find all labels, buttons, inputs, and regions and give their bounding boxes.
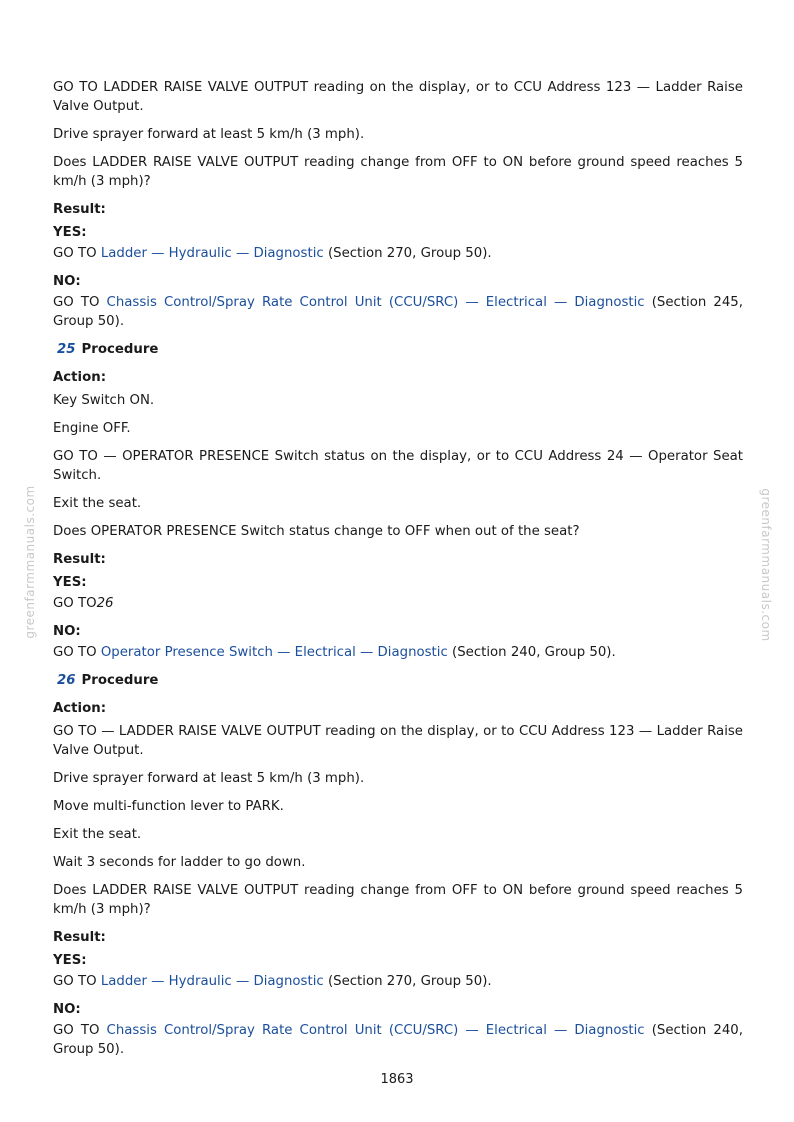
action-label: Action:: [53, 370, 107, 385]
section-ref: (Section 270, Group 50).: [327, 246, 492, 261]
no-label: NO:: [53, 274, 81, 289]
watermark-left: greenfarmmanuals.com: [23, 485, 37, 639]
paragraph: Key Switch ON.: [53, 393, 155, 408]
paragraph: Drive sprayer forward at least 5 km/h (3 mph).: [53, 127, 365, 142]
step-25-heading: [57, 340, 743, 359]
goto-step-target[interactable]: 26: [96, 596, 114, 611]
step-title: Procedure: [81, 342, 159, 357]
page-number: 1863: [380, 1072, 414, 1087]
section-ref: (Section 270, Group 50).: [327, 974, 492, 989]
result-label: Result:: [53, 930, 106, 945]
no-instruction: [53, 293, 743, 331]
goto-text: GO TO: [53, 596, 97, 611]
paragraph: Drive sprayer forward at least 5 km/h (3 mph).: [53, 771, 365, 786]
paragraph: GO TO LADDER RAISE VALVE OUTPUT reading on the display, or to CCU Address 123 — Ladder Raise Valve Output.: [53, 80, 743, 114]
section-ref: (Section 240, Group 50).: [452, 645, 616, 660]
paragraph: Wait 3 seconds for ladder to go down.: [53, 855, 306, 870]
link-ccu-src-electrical-diagnostic[interactable]: Chassis Control/Spray Rate Control Unit (CCU/SRC) — Electrical — Diagnostic: [106, 295, 645, 310]
paragraph: GO TO — OPERATOR PRESENCE Switch status on the display, or to CCU Address 24 — Operator Seat Switch.: [53, 449, 743, 483]
paragraph: Exit the seat.: [53, 827, 142, 842]
yes-instruction: [53, 972, 743, 991]
action-label: Action:: [53, 701, 107, 716]
paragraph: GO TO — LADDER RAISE VALVE OUTPUT reading on the display, or to CCU Address 123 — Ladder Raise Valve Output.: [53, 724, 743, 758]
goto-text: GO TO: [53, 645, 97, 660]
yes-label: YES:: [53, 953, 87, 968]
step-number: 26: [57, 673, 76, 688]
no-instruction: [53, 1021, 743, 1059]
section-ref: (Section 240, Group 50).: [53, 1023, 743, 1057]
goto-text: GO TO: [53, 246, 97, 261]
yes-label: YES:: [53, 225, 87, 240]
yes-instruction: [53, 244, 743, 263]
paragraph: Exit the seat.: [53, 496, 142, 511]
link-ladder-hydraulic-diagnostic[interactable]: Ladder — Hydraulic — Diagnostic: [100, 974, 324, 989]
goto-text: GO TO: [53, 295, 100, 310]
no-instruction: [53, 643, 743, 662]
document-body: [53, 78, 743, 1068]
paragraph: Does LADDER RAISE VALVE OUTPUT reading change from OFF to ON before ground speed reaches 5 km/h (3 mph)?: [53, 155, 743, 189]
goto-text: GO TO: [53, 974, 97, 989]
link-operator-presence-switch-diagnostic[interactable]: Operator Presence Switch — Electrical — Diagnostic: [100, 645, 448, 660]
paragraph: Engine OFF.: [53, 421, 131, 436]
result-label: Result:: [53, 202, 106, 217]
link-ccu-src-electrical-diagnostic[interactable]: Chassis Control/Spray Rate Control Unit (CCU/SRC) — Electrical — Diagnostic: [106, 1023, 645, 1038]
no-label: NO:: [53, 1002, 81, 1017]
step-number: 25: [57, 342, 76, 357]
paragraph: Does LADDER RAISE VALVE OUTPUT reading change from OFF to ON before ground speed reaches 5 km/h (3 mph)?: [53, 883, 743, 917]
goto-text: GO TO: [53, 1023, 100, 1038]
yes-label: YES:: [53, 575, 87, 590]
section-ref: (Section 245, Group 50).: [53, 295, 743, 329]
no-label: NO:: [53, 624, 81, 639]
yes-instruction: [53, 594, 743, 613]
result-label: Result:: [53, 552, 106, 567]
watermark-right: greenfarmmanuals.com: [759, 488, 773, 642]
paragraph: Does OPERATOR PRESENCE Switch status change to OFF when out of the seat?: [53, 524, 580, 539]
paragraph: Move multi-function lever to PARK.: [53, 799, 284, 814]
link-ladder-hydraulic-diagnostic[interactable]: Ladder — Hydraulic — Diagnostic: [100, 246, 324, 261]
step-title: Procedure: [81, 673, 159, 688]
step-26-heading: [57, 671, 743, 690]
